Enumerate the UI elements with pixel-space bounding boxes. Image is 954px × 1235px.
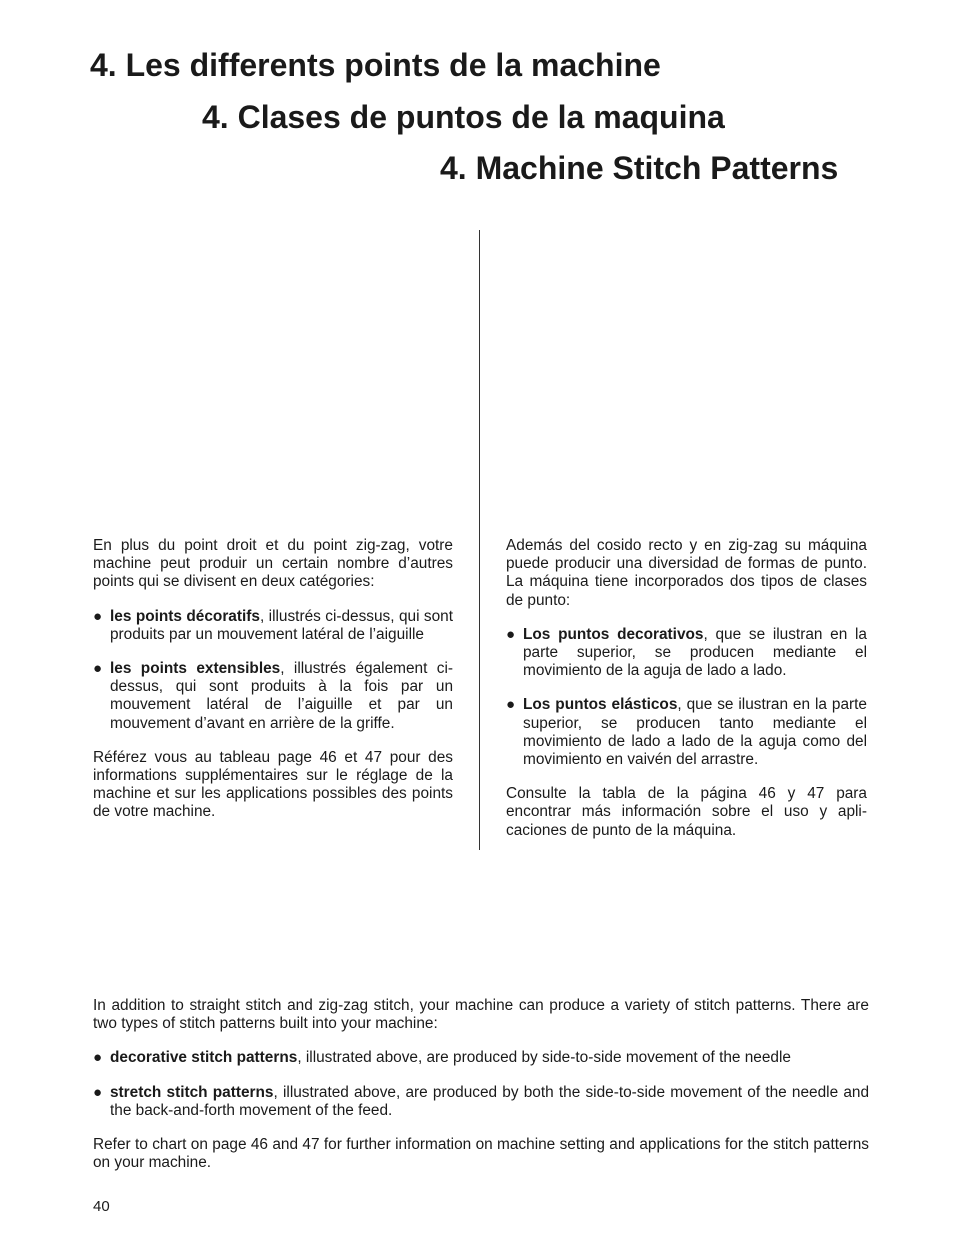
page-number: 40 bbox=[93, 1198, 110, 1215]
english-bullet-decorative bbox=[93, 1049, 869, 1067]
english-intro: In addition to straight stitch and zig-zag stitch, your machine can produce a variety of stitch patterns. There are two types of stitch patterns built into your machine: bbox=[93, 997, 869, 1033]
french-bullet-decorative bbox=[93, 608, 453, 644]
title-french: 4. Les differents points de la machine bbox=[90, 47, 661, 83]
french-bullet-list bbox=[93, 608, 453, 733]
french-column bbox=[93, 537, 453, 838]
french-intro: En plus du point droit et du point zig-zag, votre machine peut produir un certain nombre d’autres points qui se divisent en deux catégories: bbox=[93, 537, 453, 591]
spanish-bullet-decorative bbox=[506, 626, 867, 681]
english-term-decorative: decorative stitch patterns bbox=[110, 1049, 298, 1067]
english-bullet-stretch bbox=[93, 1084, 869, 1120]
english-text-decorative: , illustrated above, are produced by side-to-side movement of the needle bbox=[297, 1049, 791, 1067]
english-term-stretch: stretch stitch patterns bbox=[110, 1083, 274, 1101]
bullet-icon: ● bbox=[93, 1083, 103, 1101]
french-text-decorative: , illustrés ci-dessus, qui sont produits par un mouvement latéral de l’aiguille bbox=[110, 607, 453, 643]
spanish-term-stretch: Los puntos elásticos bbox=[523, 696, 678, 714]
french-term-stretch: les points extensibles bbox=[110, 660, 281, 678]
spanish-text-decorative: , que se ilustran en la parte superior, se producen mediante el movimiento de la aguja de lado a lado. bbox=[523, 625, 867, 680]
bullet-icon: ● bbox=[506, 696, 516, 714]
title-spanish: 4. Clases de puntos de la maquina bbox=[202, 99, 725, 135]
english-text-stretch: , illustrated above, are produced by both the side-to-side movement of the needle and the back-and-forth movement of the feed. bbox=[110, 1083, 870, 1119]
bullet-icon: ● bbox=[506, 625, 516, 643]
spanish-text-stretch: , que se ilustran en la parte superior, se producen tanto mediante el movimiento de lado a lado de la aguja como del movimiento en vaivén del arrastre. bbox=[523, 696, 867, 769]
spanish-bullet-list bbox=[506, 626, 867, 769]
english-bullet-list bbox=[93, 1049, 869, 1120]
spanish-term-decorative: Los puntos decorativos bbox=[523, 625, 704, 643]
column-divider bbox=[479, 230, 480, 850]
french-term-decorative: les points décoratifs bbox=[110, 607, 260, 625]
english-section bbox=[93, 997, 869, 1188]
spanish-column bbox=[506, 537, 867, 856]
title-english: 4. Machine Stitch Patterns bbox=[440, 150, 839, 186]
spanish-outro: Consulte la tabla de la página 46 y 47 para encontrar más información sobre el uso y aplicaciones de punto de la máquina. bbox=[506, 785, 867, 839]
spanish-bullet-stretch bbox=[506, 696, 867, 769]
bullet-icon: ● bbox=[93, 607, 103, 625]
french-outro: Référez vous au tableau page 46 et 47 pour des informations supplémentaires sur le réglage de la machine et sur les applications possibles des points de votre machine. bbox=[93, 748, 453, 821]
french-bullet-stretch bbox=[93, 660, 453, 733]
spanish-intro: Además del cosido recto y en zig-zag su máquina puede producir una diversidad de formas de punto. La máquina tiene incorporados dos tipos de clases de punto: bbox=[506, 537, 867, 609]
english-outro: Refer to chart on page 46 and 47 for further information on machine setting and applications for the stitch patterns on your machine. bbox=[93, 1136, 869, 1172]
bullet-icon: ● bbox=[93, 660, 103, 678]
french-text-stretch: , illustrés également ci-dessus, qui sont produits à la fois par un mouvement latéral de l’aiguille et par un mouvement d’avant en arrière de la griffe. bbox=[110, 660, 453, 732]
bullet-icon: ● bbox=[93, 1049, 103, 1067]
